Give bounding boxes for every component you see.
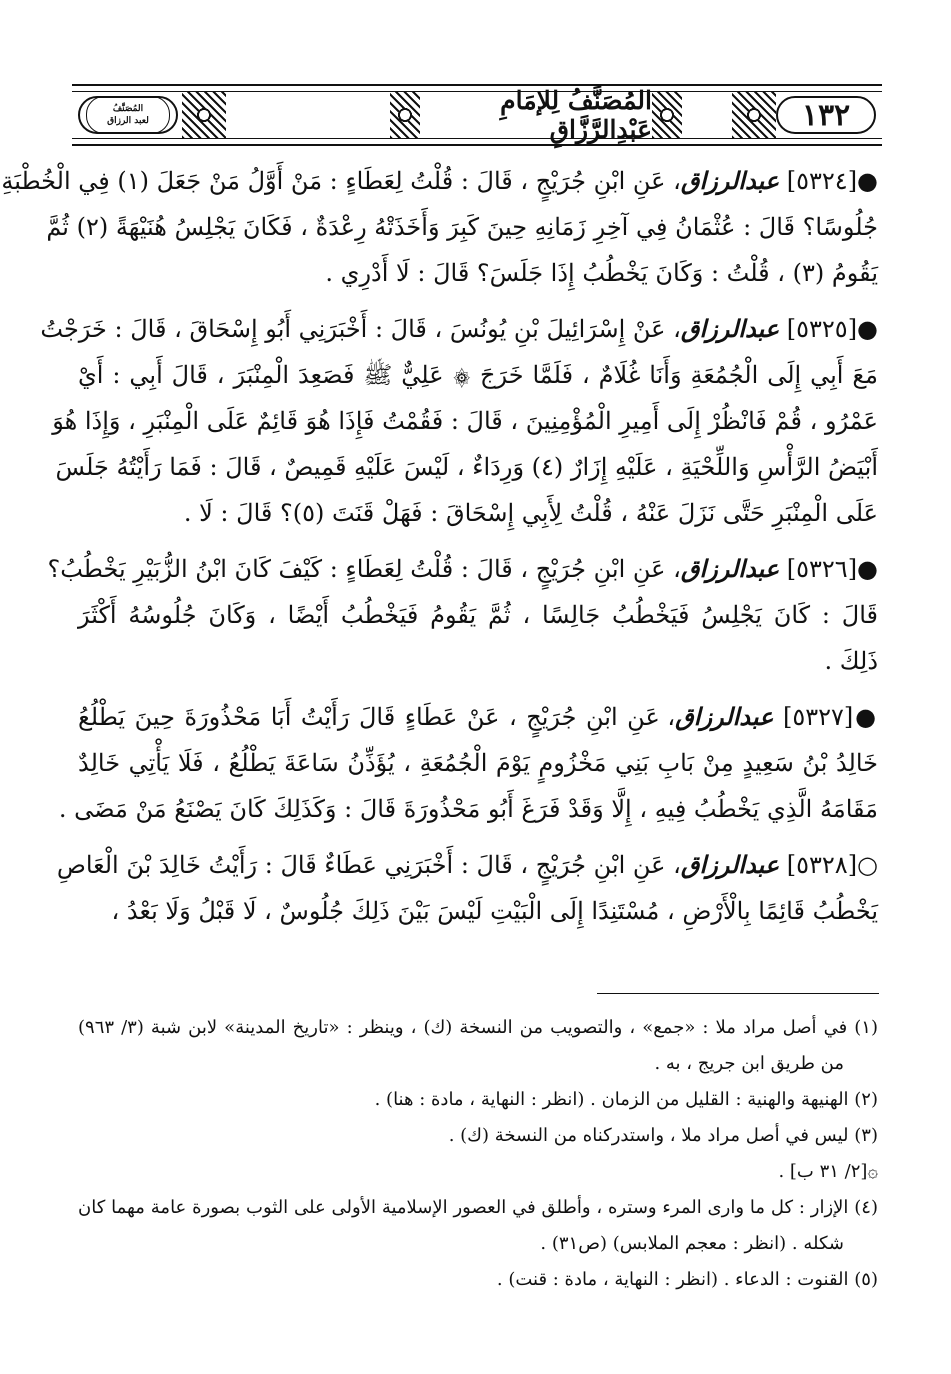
running-title: المُصَنَّفُ لِلإمَامِ عَبْدِالرَّزَّاقِ <box>422 92 652 138</box>
hadith-line <box>47 546 878 592</box>
narrator-name: عبدالرزاق <box>680 314 780 343</box>
decorative-ornament-icon <box>732 92 776 138</box>
seal-line-1: المُصَنَّفُ <box>112 104 144 114</box>
narrator-name: عبدالرزاق <box>680 554 780 583</box>
book-seal-ornament <box>78 96 178 134</box>
header-frame <box>72 86 882 144</box>
paragraph-gap <box>78 296 878 306</box>
narrator-name: عبدالرزاق <box>675 702 774 731</box>
hadith-text-run: مَعَ أَبِي إِلَى الْجُمُعَةِ وَأَنَا غُلَامٌ ، فَلَمَّا خَرَجَ ۞ عَلِيٌّ ﷺ فَصَعِدَ الْمِنْبَرَ ، قَالَ أَبِي : أَيْ <box>78 361 878 389</box>
footnote-line: من طريق ابن جريج ، به . <box>654 1053 844 1074</box>
hadith-text-run: مَقَامَهُ الَّذِي يَخْطُبُ فِيهِ ، إِلَّا وَقَدْ فَرَغَ أَبُو مَحْذُورَةَ قَالَ : وَكَذَلِكَ كَانَ يَصْنَعُ مَنْ مَضَى . <box>58 795 878 823</box>
hadith-text-run: جُلُوسًا؟ قَالَ : عُثْمَانُ فِي آخِرِ زَمَانِهِ حِينَ كَبِرَ وَأَخَذَتْهُ رِعْدَةٌ ، فَكَانَ يَجْلِسُ هُنَيْهَةً (٢) ثُمَّ <box>46 213 878 241</box>
hadith-line <box>58 786 878 832</box>
hadith-line <box>78 592 878 638</box>
hadith-text-run: يَقُومُ (٣) ، قُلْتُ : وَكَانَ يَخْطُبُ إِذَا جَلَسَ؟ قَالَ : لَا أَدْرِي . <box>325 259 878 287</box>
hadith-text <box>1 158 879 934</box>
hadith-text-run: أَبْيَضُ الرَّأْسِ وَاللِّحْيَةِ ، عَلَيْهِ إِزَارٌ (٤) وَرِدَاءٌ ، لَيْسَ عَلَيْهِ قَمِيصٌ ، قَالَ : فَمَا رَأَيْتُهُ جَلَسَ <box>55 453 878 481</box>
hadith-text-run: ، عَنِ ابْنِ جُرَيْجٍ ، قَالَ : قُلْتُ لِعَطَاءٍ : مَنْ أَوَّلُ مَنْ جَعَلَ (١) فِي الْخُطْبَةِ <box>1 167 681 195</box>
hadith-line <box>78 638 878 684</box>
hadith-text-run: ، عَنِ ابْنِ جُرَيْجٍ ، عَنْ عَطَاءٍ قَالَ رَأَيْتُ أَبَا مَحْذُورَةَ حِينَ يَطْلُعُ <box>78 703 676 731</box>
hadith-text-run: ، عَنِ ابْنِ جُرَيْجٍ ، قَالَ : أَخْبَرَنِي عَطَاءٌ قَالَ : رَأَيْتُ خَالِدَ بْنَ الْعَاصِ <box>56 851 681 879</box>
decorative-ornament-icon <box>652 92 682 138</box>
page-header <box>72 84 882 146</box>
hadith-text-run: ذَلِكَ . <box>824 647 878 675</box>
footnote-line: (٥) القنوت : الدعاء . (انظر : النهاية ، مادة : قنت) . <box>496 1269 878 1290</box>
footnote-line: شكله . (انظر : معجم الملابس) (ص٣١) . <box>540 1233 844 1254</box>
hadith-text-run: ، عَنْ إِسْرَائِيلَ بْنِ يُونُسَ ، قَالَ : أَخْبَرَنِي أَبُو إِسْحَاقَ ، قَالَ : خَرَجْتُ <box>40 315 681 343</box>
hadith-text-run: قَالَ : كَانَ يَجْلِسُ فَيَخْطُبُ جَالِسًا ، ثُمَّ يَقُومُ فَيَخْطُبُ أَيْضًا ، وَكَانَ جُلُوسُهُ أَكْثَرَ <box>78 601 878 629</box>
seal-line-2: لعبد الرزاق <box>107 116 149 126</box>
hadith-line <box>78 740 878 786</box>
narrator-name: عبدالرزاق <box>680 850 780 879</box>
hadith-line <box>1 158 878 204</box>
narrator-name: عبدالرزاق <box>680 166 780 195</box>
hadith-number: ●[٥٣٢٥] <box>779 315 878 343</box>
hadith-text-run: عَلَى الْمِنْبَرِ حَتَّى نَزَلَ عَنْهُ ، قُلْتُ لِأَبِي إِسْحَاقَ : فَهَلْ قَنَتَ (٥)؟ قَالَ : لَا . <box>183 499 878 527</box>
hadith-text-run: خَالِدُ بْنُ سَعِيدٍ مِنْ بَابِ بَنِي مَخْزُومٍ يَوْمَ الْجُمُعَةِ ، يُؤَذِّنُ سَاعَةَ يَطْلُعُ ، فَلَا يَأْتِي خَالِدٌ <box>78 749 878 777</box>
paragraph-gap <box>78 832 878 842</box>
hadith-text-run: ، عَنِ ابْنِ جُرَيْجٍ ، قَالَ : قُلْتُ لِعَطَاءٍ : كَيْفَ كَانَ ابْنُ الزُّبَيْرِ يَخْطُبُ؟ <box>47 555 681 583</box>
hadith-number: ●[٥٣٢٤] <box>779 167 878 195</box>
hadith-line <box>40 306 878 352</box>
footnote-line: (٢) الهنيهة والهنية : القليل من الزمان . (انظر : النهاية ، مادة : هنا) . <box>374 1089 878 1110</box>
hadith-text-run: عَمْرُو ، قُمْ فَانْظُرْ إِلَى أَمِيرِ الْمُؤْمِنِينَ ، قَالَ : فَقُمْتُ فَإِذَا هُوَ قَائِمٌ عَلَى الْمِنْبَرِ ، وَإِذَا هُوَ <box>52 407 878 435</box>
page-number: ١٣٢ <box>776 96 876 134</box>
footnote-line: (٣) ليس في أصل مراد ملا ، واستدركناه من النسخة (ك) . <box>448 1125 878 1146</box>
hadith-number: ●[٥٣٢٧] <box>773 703 879 731</box>
hadith-line <box>78 490 878 536</box>
hadith-line <box>52 398 878 444</box>
footnote-line: (١) في أصل مراد ملا : «جمع» ، والتصويب من النسخة (ك) ، وينظر : «تاريخ المدينة» لابن شبة (٣/ ٩٦٣) <box>78 1017 878 1038</box>
hadith-line <box>46 204 878 250</box>
hadith-number: ●[٥٣٢٦] <box>779 555 878 583</box>
footnote-line: ۞[٢/ ٣١ ب] . <box>778 1161 878 1182</box>
hadith-text-run: يَخْطُبُ قَائِمًا بِالْأَرْضِ ، مُسْتَنِدًا إِلَى الْبَيْتِ لَيْسَ بَيْنَ ذَلِكَ جُلُوسٌ ، لَا قَبْلُ وَلَا بَعْدُ ، <box>111 897 878 925</box>
paragraph-gap <box>78 536 878 546</box>
hadith-line <box>78 694 878 740</box>
decorative-ornament-icon <box>182 92 226 138</box>
hadith-line <box>55 444 878 490</box>
footnotes <box>78 1010 878 1298</box>
footnote-line: (٤) الإزار : كل ما وارى المرء وستره ، وأطلق في العصور الإسلامية الأولى على الثوب بصورة عامة مهما كان <box>78 1197 878 1218</box>
hadith-line <box>78 888 878 934</box>
paragraph-gap <box>78 684 878 694</box>
hadith-number: ○[٥٣٢٨] <box>779 851 878 879</box>
hadith-line <box>78 352 878 398</box>
decorative-ornament-icon <box>390 92 420 138</box>
hadith-line <box>56 842 878 888</box>
footnote-separator <box>597 993 879 994</box>
hadith-line <box>78 250 878 296</box>
